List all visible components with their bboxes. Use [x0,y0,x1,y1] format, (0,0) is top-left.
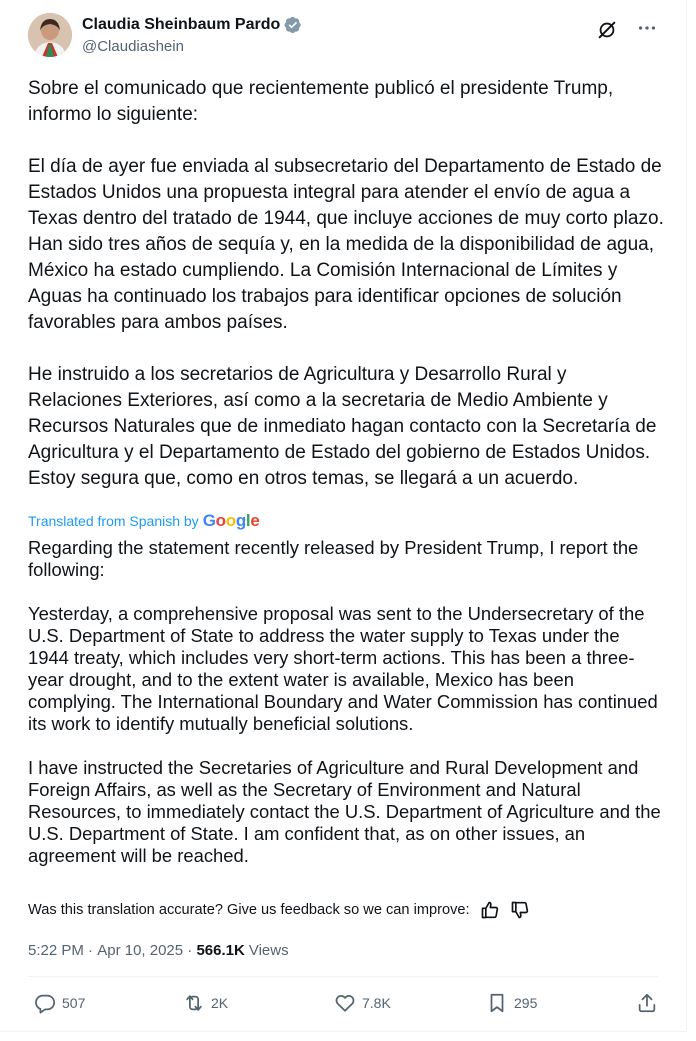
share-icon [636,992,658,1014]
bookmark-button[interactable] [486,992,537,1014]
translation-paragraph: I have instructed the Secretaries of Agriculture and Rural Development and Foreign Affairs, as well as the Secretary of Environment and Natural Resources, to immediately contact the U.S. Department of Agriculture and the U.S. Department of State. I am confident that, as on other issues, an agreement will be reached. [28,757,661,866]
verified-badge-icon[interactable] [284,16,302,34]
action-bar [28,992,658,1020]
like-count: 7.8K [362,995,391,1011]
views-label: Views [248,941,289,959]
header-actions [596,17,658,43]
translated-by-label[interactable] [28,512,260,530]
original-paragraph: Sobre el comunicado que recientemente publicó el presidente Trump, informo lo siguiente: [28,78,614,125]
reply-button[interactable] [34,992,85,1014]
handle[interactable]: @Claudiashein [82,38,184,55]
original-paragraph: He instruido a los secretarios de Agricultura y Desarrollo Rural y Relaciones Exteriores, así como a la secretaria de Medio Ambiente y Recursos Naturales que de inmediato hagan contacto con la Secretaría de Agricultura y el Departamento de Estado del gobierno de Estados Unidos. Estoy segura que, como en otros temas, se llegará a un acuerdo. [28,364,657,489]
repost-icon [183,992,205,1014]
divider [28,976,658,977]
reply-count: 507 [62,995,86,1011]
original-paragraph: El día de ayer fue enviada al subsecretario del Departamento de Estado de Estados Unidos una propuesta integral para atender el envío de agua a Texas dentro del tratado de 1944, que incluye acciones de muy corto plazo. Han sido tres años de sequía y, en la medida de la disponibilidad de agua, México ha estado cumpliendo. La Comisión Internacional de Límites y Aguas ha continuado los trabajos para identificar opciones de solución favorables para ambos países. [28,156,664,333]
heart-icon [334,992,356,1014]
translation-paragraph: Yesterday, a comprehensive proposal was sent to the Undersecretary of the U.S. Department of State to address the water supply to Texas under the 1944 treaty, which includes very short-term actions. This has been a three-year drought, and to the extent water is available, Mexico has been complying. The International Boundary and Water Commission has continued its work to identify mutually beneficial solutions. [28,603,658,734]
tweet-meta [28,938,289,962]
tweet-time[interactable]: 5:22 PM [28,941,84,959]
more-icon[interactable] [636,17,658,43]
grok-icon[interactable] [596,19,618,41]
display-name[interactable]: Claudia Sheinbaum Pardo [82,16,281,33]
share-button[interactable] [636,992,664,1014]
display-name-row[interactable] [82,15,302,35]
meta-separator: · [83,941,98,959]
tweet-text-original [28,76,664,492]
thumbs-up-icon[interactable] [480,900,500,920]
google-logo: Google [202,511,260,530]
tweet-date[interactable]: Apr 10, 2025 [97,941,184,959]
thumbs-down-icon[interactable] [510,900,530,920]
views-count[interactable]: 566.1K [196,941,245,959]
meta-separator: · [183,941,197,959]
avatar[interactable] [28,13,72,57]
translated-label: Translated from Spanish by [28,513,199,529]
tweet-text-translation [28,537,664,867]
author-block [82,15,302,57]
bookmark-icon [486,992,508,1014]
translation-feedback [28,898,530,922]
tweet-header [28,13,658,61]
feedback-prompt: Was this translation accurate? Give us feedback so we can improve: [28,902,470,918]
repost-count: 2K [211,995,229,1011]
translation-paragraph: Regarding the statement recently released by President Trump, I report the following: [28,537,639,580]
bookmark-count: 295 [514,995,538,1011]
like-button[interactable] [334,992,391,1014]
reply-icon [34,992,56,1014]
repost-button[interactable] [183,992,228,1014]
